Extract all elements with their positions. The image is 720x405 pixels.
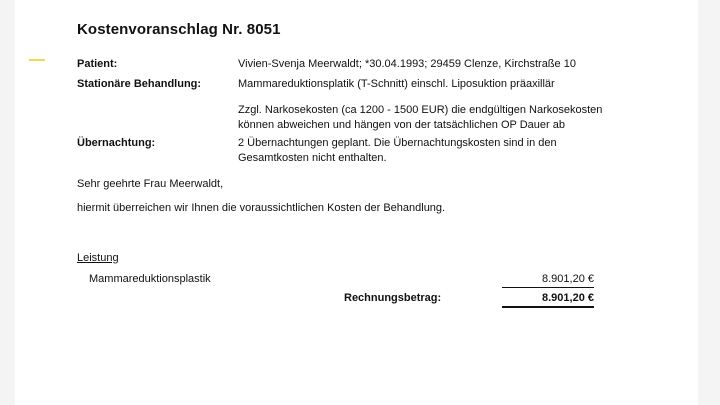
salutation: Sehr geehrte Frau Meerwaldt, [77,178,224,190]
intro-text: hiermit überreichen wir Ihnen die voraussichtlichen Kosten der Behandlung. [77,202,446,214]
overnight-line2: Gesamtkosten nicht enthalten. [238,152,387,164]
anesthesia-note-line1: Zzgl. Narkosekosten (ca 1200 - 1500 EUR) die endgültigen Narkosekosten [238,104,603,116]
treatment-value: Mammareduktionsplatik (T-Schnitt) einschl. Liposuktion präaxillär [238,78,555,90]
treatment-label: Stationäre Behandlung: [77,78,202,90]
document-page [15,0,698,405]
patient-label: Patient: [77,58,118,70]
patient-value: Vivien-Svenja Meerwaldt; *30.04.1993; 29459 Clenze, Kirchstraße 10 [238,58,576,70]
services-header: Leistung [77,252,119,264]
total-label: Rechnungsbetrag: [344,292,442,304]
overnight-label: Übernachtung: [77,137,156,149]
document-title: Kostenvoranschlag Nr. 8051 [77,21,281,38]
anesthesia-note-line2: können abweichen und hängen von der tatsächlichen OP Dauer ab [238,119,565,131]
service-item-amount: 8.901,20 € [542,273,594,285]
service-item-name: Mammareduktionsplastik [89,273,211,285]
highlight-marker [29,59,45,61]
total-rule [502,306,594,308]
overnight-line1: 2 Übernachtungen geplant. Die Übernachtungskosten sind in den [238,137,557,149]
total-amount: 8.901,20 € [542,292,594,304]
subtotal-rule [502,287,594,288]
